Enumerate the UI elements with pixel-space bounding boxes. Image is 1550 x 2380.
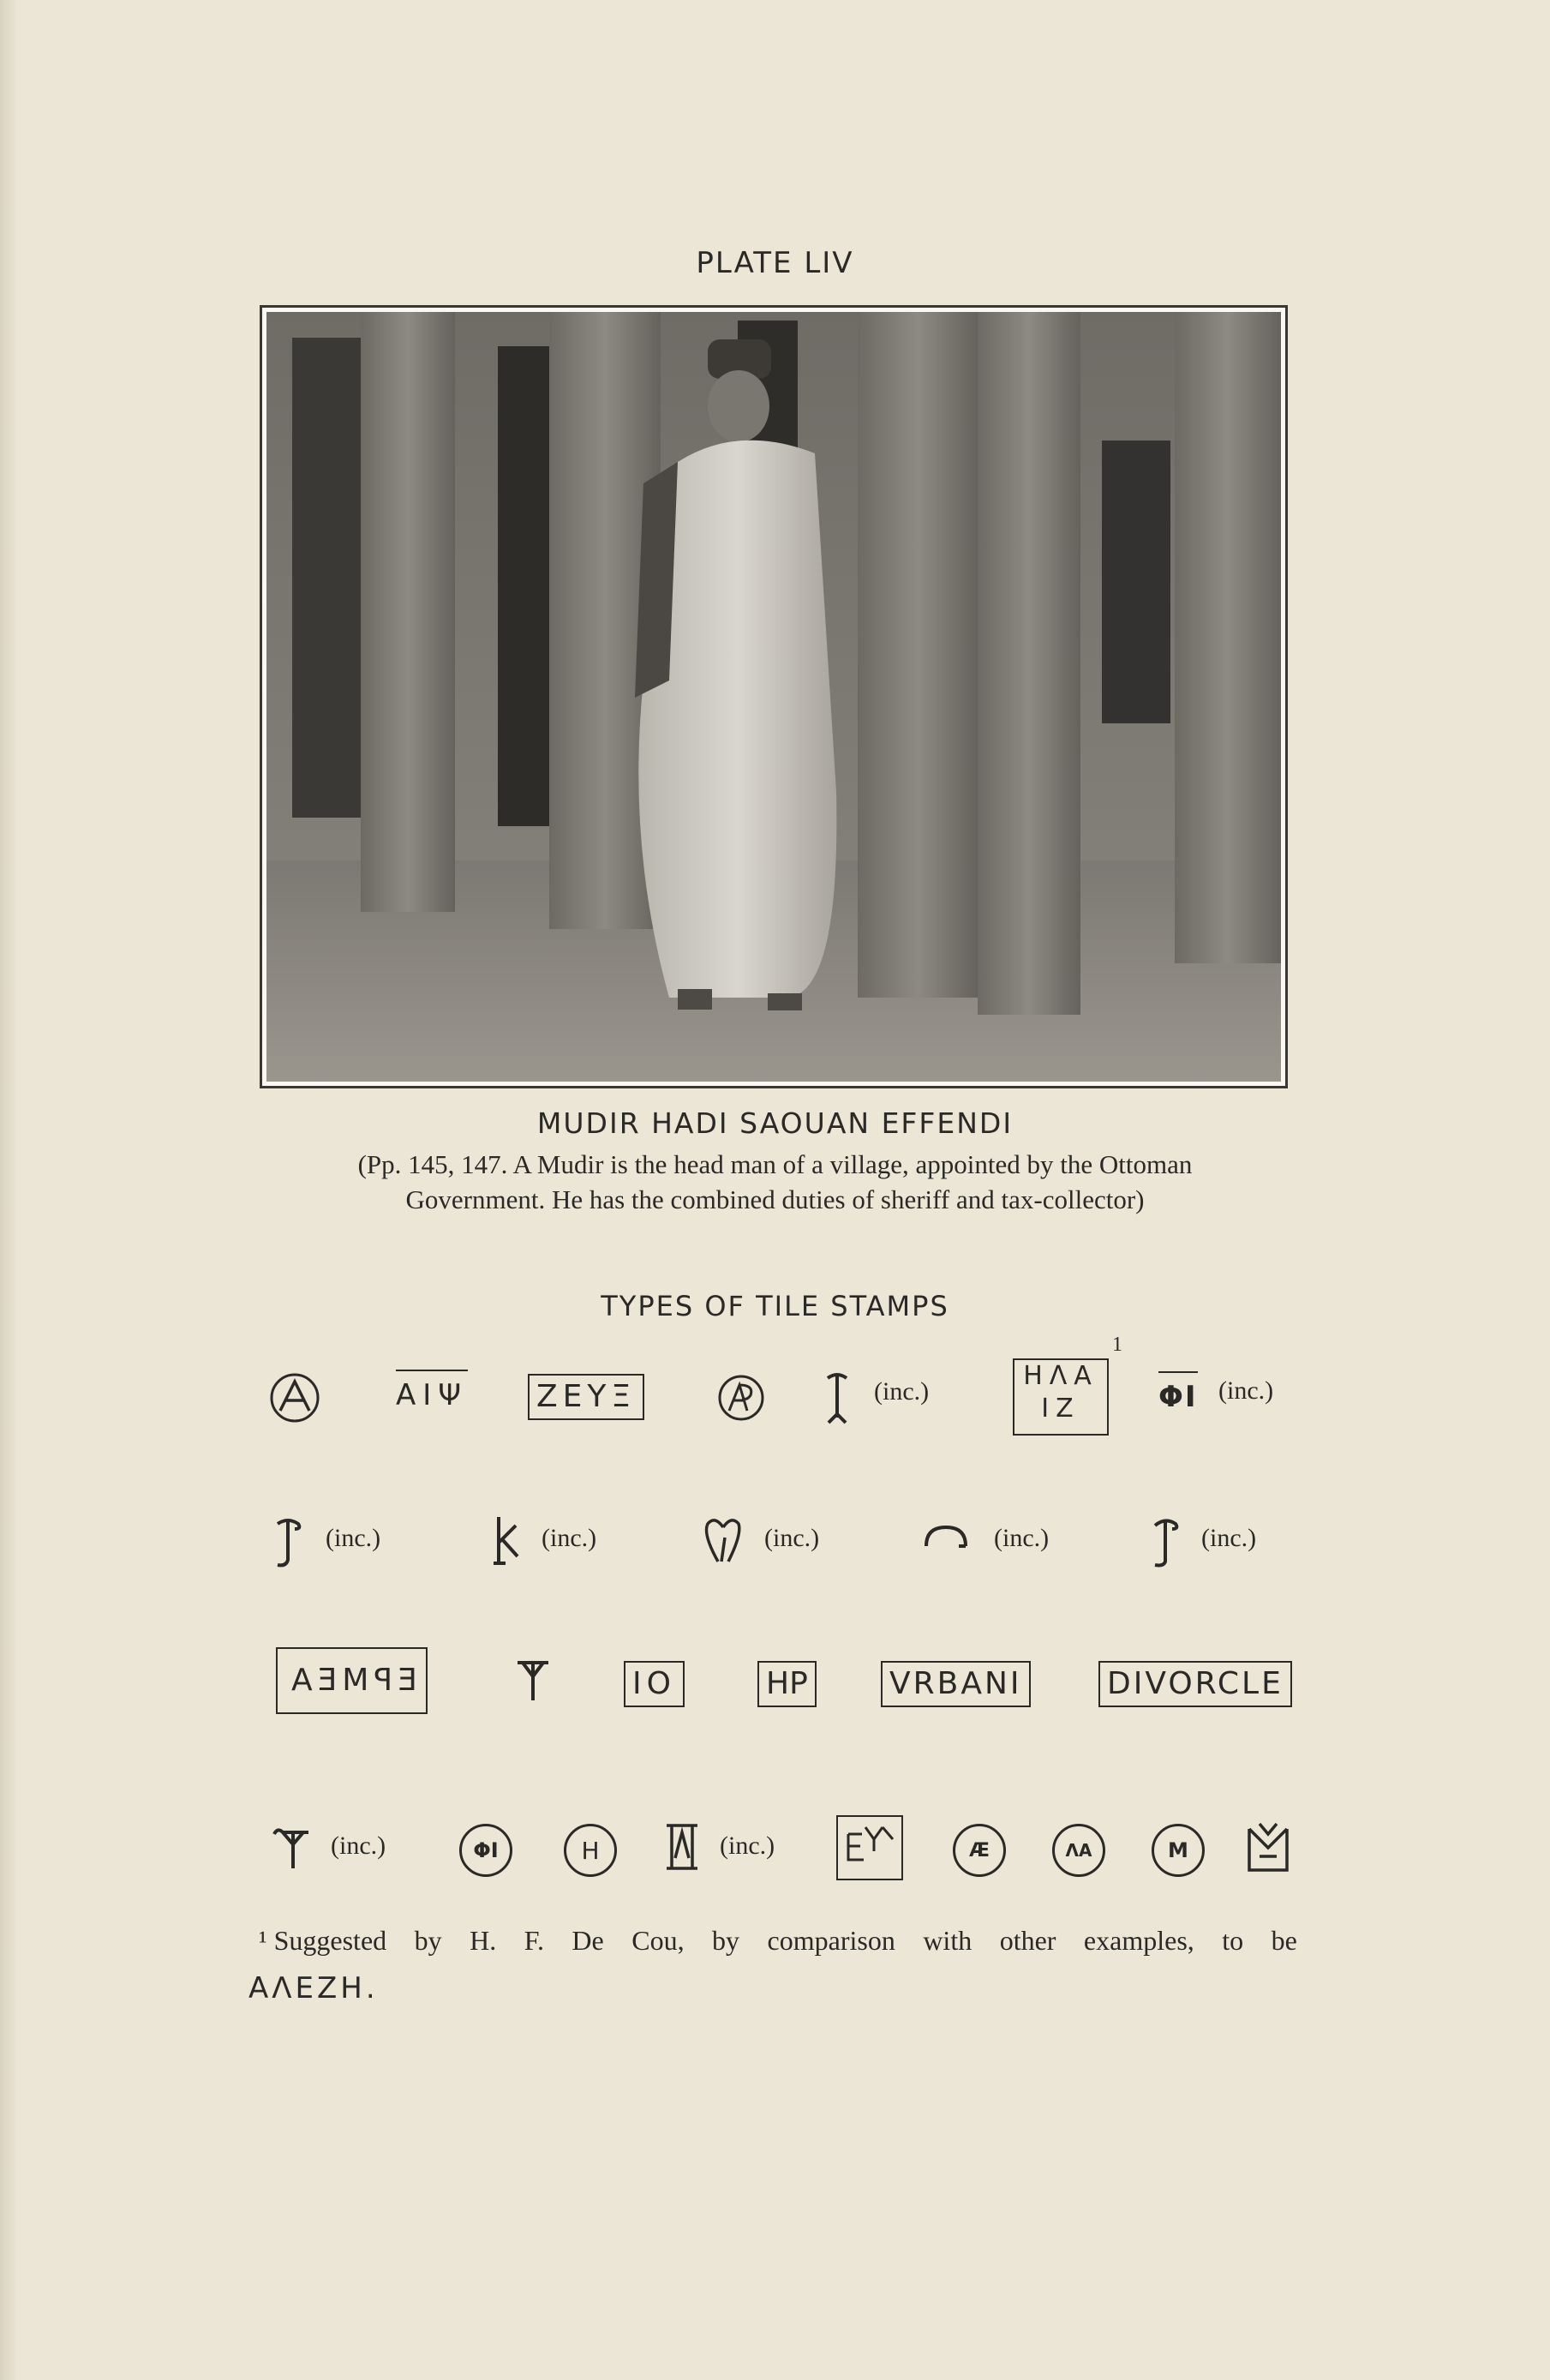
photo-caption-line-2: Government. He has the combined duties of sheriff and tax-collector)	[405, 1184, 1145, 1214]
stamp-triangle-box-glyph	[1244, 1817, 1292, 1873]
footnote-word: Cou,	[631, 1925, 685, 1956]
footnote-word: by	[414, 1925, 442, 1956]
footnote-word: to	[1222, 1925, 1244, 1956]
stamp-hp: HP	[757, 1661, 817, 1707]
stamp-zeys: ZEYΞ	[528, 1374, 644, 1420]
stamp-circled-ae: Æ	[953, 1824, 1006, 1877]
stamp-epmea-text: ΕΡΜΕΑ	[286, 1663, 417, 1698]
stamps-section-title: TYPES OF TILE STAMPS	[601, 1290, 949, 1322]
stamp-anchor-glyph	[824, 1371, 850, 1426]
footnote-word: ¹ Suggested	[259, 1925, 387, 1956]
footnote-line-1	[259, 1925, 1297, 1957]
photo-caption-title: MUDIR HADI SAOUAN EFFENDI	[536, 1106, 1014, 1140]
stamp-box-top-line: ΗΛΑ	[1023, 1361, 1098, 1391]
photograph-image	[266, 312, 1281, 1082]
footnote-word: with	[923, 1925, 972, 1956]
stamp-alpsi: AIΨ	[396, 1370, 468, 1412]
stamp-inc-label: (inc.)	[764, 1524, 820, 1552]
footnote-word: by	[712, 1925, 740, 1956]
stamp-tau-glyph	[514, 1656, 552, 1704]
stamp-boxed-two-line	[1013, 1358, 1109, 1436]
stamp-inc-label: (inc.)	[874, 1377, 930, 1406]
footnote-word: De	[572, 1925, 604, 1956]
stamp-inc-label: (inc.)	[1201, 1524, 1257, 1552]
stamp-inc-label: (inc.)	[326, 1524, 381, 1552]
stamp-circled-phi: ΦI	[459, 1824, 512, 1877]
stamp-heart-glyph	[703, 1515, 744, 1567]
footnote-word: examples,	[1083, 1925, 1194, 1956]
footnote-word: comparison	[767, 1925, 895, 1956]
stamp-hook-glyph	[272, 1515, 305, 1570]
stamp-circled-a-monogram	[268, 1371, 321, 1424]
footnote-word: H.	[470, 1925, 497, 1956]
footnote-word: F.	[524, 1925, 544, 1956]
footnote-reference-marker: 1	[1112, 1334, 1122, 1356]
stamp-phi: ΦI	[1158, 1371, 1198, 1414]
stamp-inc-label: (inc.)	[1218, 1376, 1274, 1405]
stamp-box-bottom-line: IZ	[1041, 1394, 1080, 1424]
stamp-boxed-monogram	[836, 1815, 903, 1880]
stamp-divorcle: DIVORCLE	[1098, 1661, 1292, 1707]
stamp-circled-ma: ΛΑ	[1052, 1824, 1105, 1877]
photograph	[260, 305, 1288, 1088]
stamp-epmea-retrograde	[276, 1647, 428, 1714]
stamp-inc-label: (inc.)	[331, 1831, 386, 1860]
footnote-line-2: ΑΛΕΖΗ.	[248, 1971, 379, 2005]
stamp-hook-glyph	[1150, 1515, 1182, 1570]
footnote-word: be	[1271, 1925, 1297, 1956]
stamp-inc-label: (inc.)	[542, 1524, 597, 1552]
stamp-io: IO	[624, 1661, 685, 1707]
stamp-tau-hook-glyph	[271, 1824, 312, 1872]
plate-title: PLATE LIV	[696, 246, 854, 280]
stamp-circled-m: M	[1152, 1824, 1205, 1877]
stamp-k-glyph	[490, 1514, 524, 1568]
stamp-inc-label: (inc.)	[994, 1524, 1050, 1552]
stamp-inc-label: (inc.)	[720, 1831, 775, 1860]
stamp-gate-glyph	[663, 1820, 701, 1873]
photo-caption-line-1: (Pp. 145, 147. A Mudir is the head man of a village, appointed by the Ottoman	[357, 1149, 1193, 1179]
stamp-circled-ar-monogram	[716, 1373, 766, 1423]
stamp-circled-h: H	[564, 1824, 617, 1877]
stamp-arc-glyph	[921, 1522, 971, 1556]
stamp-vrbani: VRBANI	[881, 1661, 1031, 1707]
footnote-word: other	[999, 1925, 1056, 1956]
